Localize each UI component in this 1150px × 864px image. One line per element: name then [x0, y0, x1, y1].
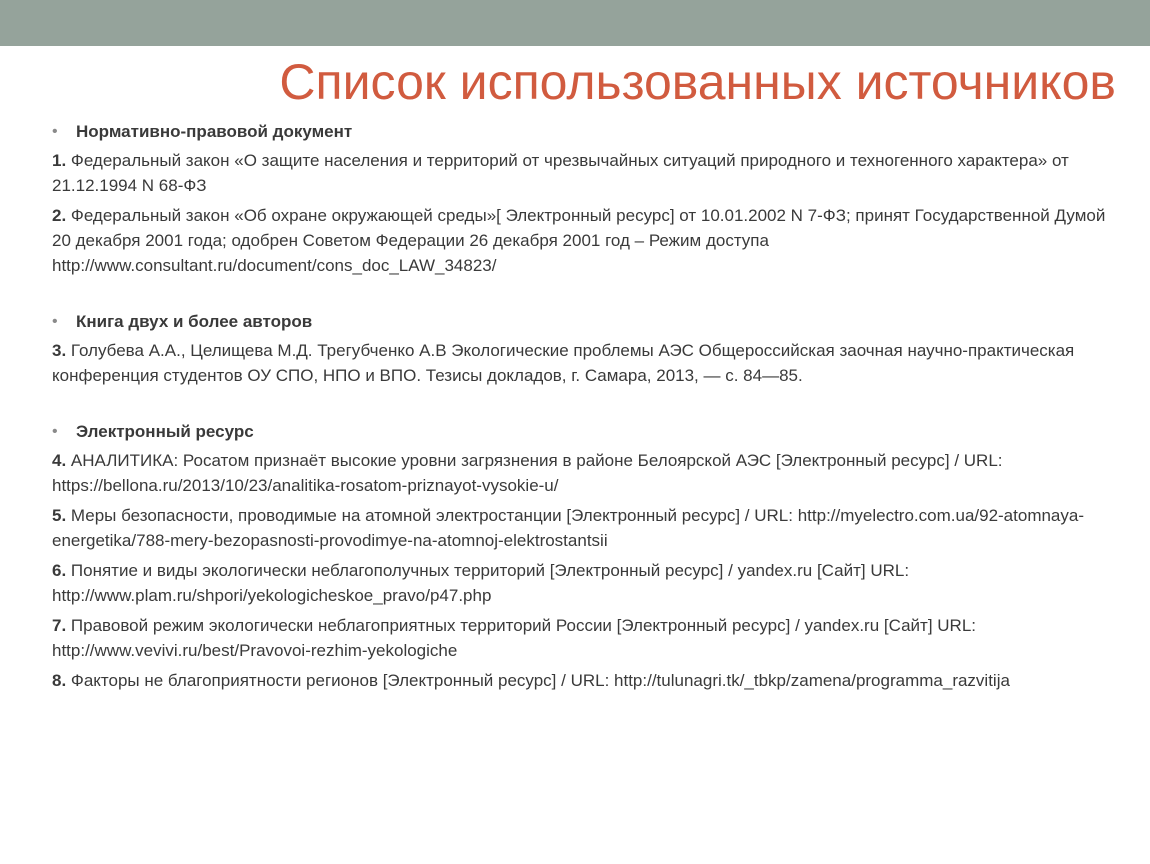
entry-number: 1. — [52, 151, 67, 170]
entry-number: 2. — [52, 206, 67, 225]
bibliography-entry — [52, 613, 1112, 663]
entry-text: Факторы не благоприятности регионов [Электронный ресурс] / URL: http://tulunagri.tk/_tbkp/zamena/programma_razvitija — [66, 671, 1010, 690]
entry-number: 5. — [52, 506, 67, 525]
bibliography-entry — [52, 148, 1112, 198]
entry-number: 7. — [52, 616, 67, 635]
entry-text: Правовой режим экологически неблагоприятных территорий России [Электронный ресурс] / yandex.ru [Сайт] URL: http://www.vevivi.ru/best/Pravovoi-rezhim-yekologiche — [52, 616, 976, 660]
entry-number: 3. — [52, 341, 67, 360]
section-legal-documents — [52, 120, 1112, 278]
bibliography-entry — [52, 668, 1112, 693]
header-bar — [0, 0, 1150, 46]
entry-number: 8. — [52, 671, 67, 690]
section-electronic-resources — [52, 420, 1112, 693]
section-books — [52, 310, 1112, 388]
entry-text: АНАЛИТИКА: Росатом признаёт высокие уровни загрязнения в районе Белоярской АЭС [Электронный ресурс] / URL: https://bellona.ru/2013/10/23/analitika-rosatom-priznayot-vysokie-u/ — [52, 451, 1003, 495]
section-heading: • Книга двух и более авторов — [52, 310, 1112, 334]
bibliography-entry — [52, 503, 1112, 553]
bibliography-list — [52, 120, 1112, 698]
bibliography-entry — [52, 558, 1112, 608]
entry-text: Федеральный закон «О защите населения и территорий от чрезвычайных ситуаций природного и техногенного характера» от 21.12.1994 N 68-ФЗ — [52, 151, 1069, 195]
entry-text: Федеральный закон «Об охране окружающей среды»[ Электронный ресурс] от 10.01.2002 N 7-ФЗ; принят Государственной Думой 20 декабря 2001 года; одобрен Советом Федерации 26 декабря 2001 год – Режим доступа http://www.consultant.ru/document/cons_doc_LAW_34823/ — [52, 206, 1106, 275]
entry-text: Голубева А.А., Целищева М.Д. Трегубченко А.В Экологические проблемы АЭС Общероссийская заочная научно-практическая конференция студентов ОУ СПО, НПО и ВПО. Тезисы докладов, г. Самара, 2013, — с. 84—85. — [52, 341, 1075, 385]
entry-number: 4. — [52, 451, 67, 470]
bibliography-entry — [52, 338, 1112, 388]
section-heading: • Нормативно-правовой документ — [52, 120, 1112, 144]
entry-number: 6. — [52, 561, 67, 580]
bibliography-entry — [52, 448, 1112, 498]
bibliography-entry — [52, 203, 1112, 278]
slide-title: Список использованных источников — [279, 54, 1116, 110]
entry-text: Понятие и виды экологически неблагополучных территорий [Электронный ресурс] / yandex.ru [Сайт] URL: http://www.plam.ru/shpori/yekologicheskoe_pravo/p47.php — [52, 561, 910, 605]
entry-text: Меры безопасности, проводимые на атомной электростанции [Электронный ресурс] / URL: http://myelectro.com.ua/92-atomnaya-energetika/788-mery-bezopasnosti-provodimye-na-atomnoj-elektrostantsii — [52, 506, 1085, 550]
section-heading: • Электронный ресурс — [52, 420, 1112, 444]
